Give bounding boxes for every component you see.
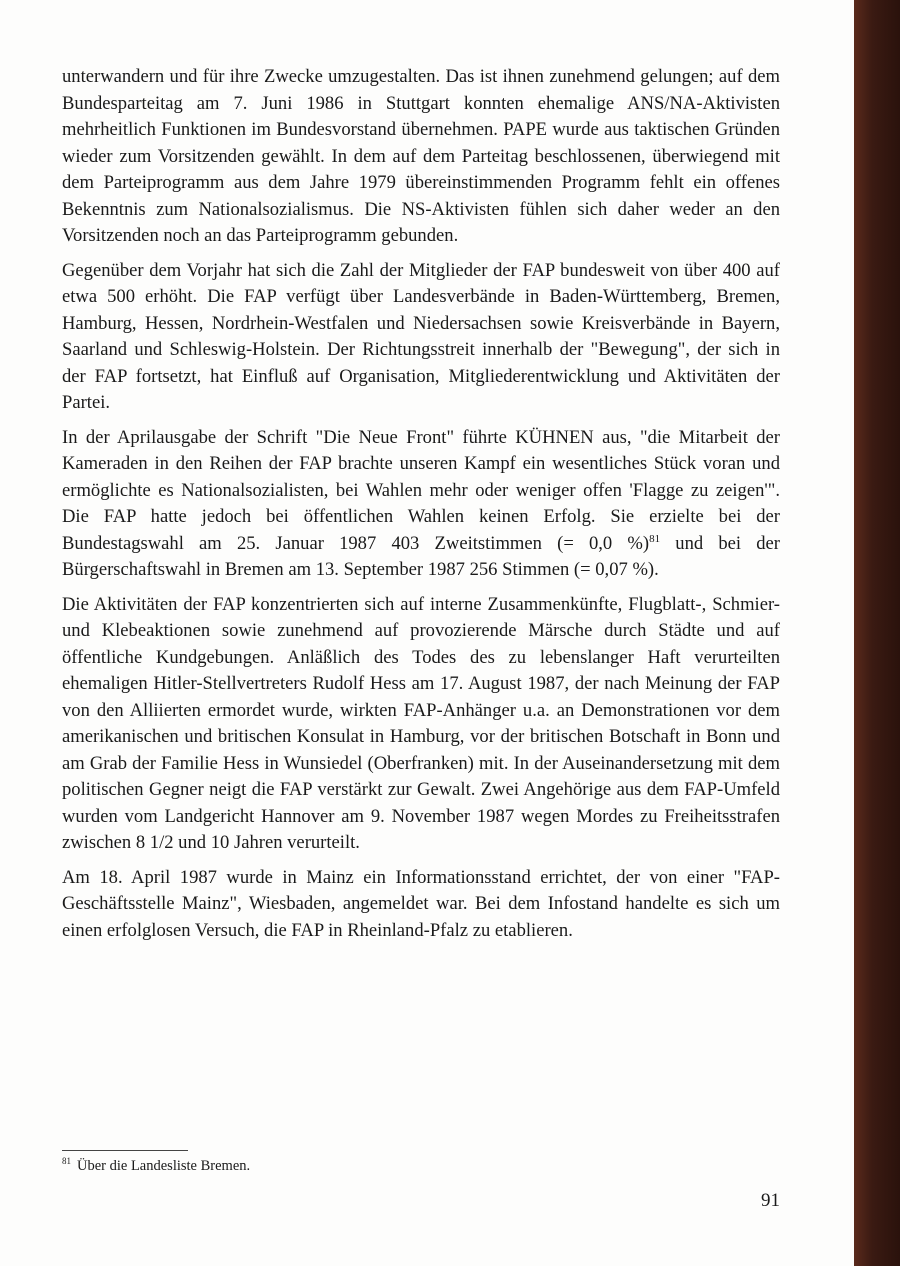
paragraph-1: unterwandern und für ihre Zwecke umzugestalten. Das ist ihnen zunehmend gelungen; auf dem Bundesparteitag am 7. Juni 1986 in Stuttgart konnten ehemalige ANS/NA-Aktivisten mehrheitlich Funktionen im Bundesvorstand übernehmen. PAPE wurde aus taktischen Gründen wieder zum Vorsitzenden gewählt. In dem auf dem Parteitag beschlossenen, überwiegend mit dem Parteiprogramm aus dem Jahre 1979 übereinstimmenden Programm fehlt ein offenes Bekenntnis zum Nationalsozialismus. Die NS-Aktivisten fühlen sich daher weder an den Vorsitzenden noch an das Parteiprogramm gebunden. [62,66,780,246]
paragraph-5: Am 18. April 1987 wurde in Mainz ein Informationsstand errichtet, der von einer "FAP-Geschäftsstelle Mainz", Wiesbaden, angemeldet war. Bei dem Infostand handelte es sich um einen erfolglosen Versuch, die FAP in Rheinland-Pfalz zu etablieren. [62,866,780,941]
book-binding-edge [854,0,900,1266]
page-number: 91 [761,1190,780,1211]
paragraph-2: Gegenüber dem Vorjahr hat sich die Zahl der Mitglieder der FAP bundesweit von über 400 auf etwa 500 erhöht. Die FAP verfügt über Landesverbände in Baden-Württemberg, Bremen, Hamburg, Hessen, Nordrhein-Westfalen und Niedersachsen sowie Kreisverbände in Bayern, Saarland und Schleswig-Holstein. Der Richtungsstreit innerhalb der "Bewegung", der sich in der FAP fortsetzt, hat Einfluß auf Organisation, Mitgliederentwicklung und Aktivitäten der Partei. [62,259,780,413]
footnote-text: Über die Landesliste Bremen. [77,1158,251,1174]
paragraph-3 [62,425,780,584]
footnote-reference: 81 [649,532,661,545]
paragraph-4: Die Aktivitäten der FAP konzentrierten sich auf interne Zusammenkünfte, Flugblatt-, Schmier- und Klebeaktionen sowie zunehmend auf provozierende Märsche durch Städte und auf öffentliche Kundgebungen. Anläßlich des Todes des zu lebenslanger Haft verurteilten ehemaligen Hitler-Stellvertreters Rudolf Hess am 17. August 1987, der nach Meinung der FAP von den Alliierten ermordet wurde, wirkten FAP-Anhänger u.a. an Demonstrationen vor dem amerikanischen und britischen Konsulat in Hamburg, vor der britischen Botschaft in Bonn und am Grab der Familie Hess in Wunsiedel (Oberfranken) mit. In der Auseinandersetzung mit dem politischen Gegner neigt die FAP verstärkt zur Gewalt. Zwei Angehörige aus dem FAP-Umfeld wurden vom Landgericht Hannover am 9. November 1987 wegen Mordes zu Freiheitsstrafen zwischen 8 1/2 und 10 Jahren verurteilt. [62,593,780,853]
footnote [62,1156,250,1176]
paragraph-3-part-2: und bei der Bürgerschaftswahl in Bremen am 13. September 1987 256 Stimmen (= 0,07 %). [62,532,781,580]
paragraph-3-part-1: In der Aprilausgabe der Schrift "Die Neue Front" führte KÜHNEN aus, "die Mitarbeit der Kameraden in den Reihen der FAP brachte unseren Kampf ein wesentliches Stück voran und ermöglichte es Nationalsozialisten, bei Wahlen mehr oder weniger offen 'Flagge zu zeigen'". Die FAP hatte jedoch bei öffentlichen Wahlen keinen Erfolg. Sie erzielte bei der Bundestagswahl am 25. Januar 1987 403 Zweitstimmen (= 0,0 %) [62,426,780,554]
footnote-number: 81 [62,1156,71,1167]
body-text [62,64,780,952]
footnote-divider [62,1150,188,1151]
